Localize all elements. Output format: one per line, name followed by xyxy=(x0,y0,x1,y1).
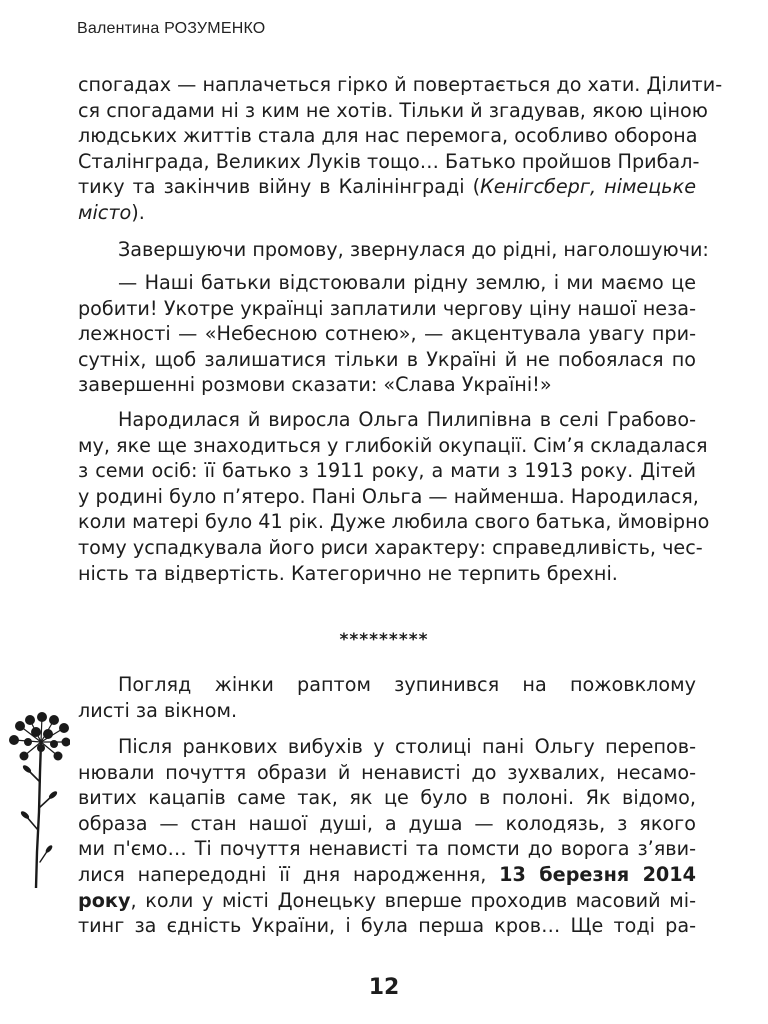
text-line: ся спогадами ні з ким не хотів. Тільки й згадував, якою ціною xyxy=(78,98,708,122)
text-line: листі за вікном. xyxy=(78,698,238,722)
bold-date: 13 березня 2014 xyxy=(499,862,696,886)
paragraph-glance xyxy=(78,672,696,723)
text-line xyxy=(78,888,696,914)
text-line: ність та відвертість. Категорично не терпить брехні. xyxy=(78,561,618,585)
text-line: завершенні розмови сказати: «Слава Україні!» xyxy=(78,373,552,397)
text-line: Народилася й виросла Ольга Пилипівна в селі Грабово- xyxy=(118,408,696,431)
paragraph-speech-intro xyxy=(78,237,709,263)
text-line xyxy=(78,200,696,226)
text-run: тику та закінчив війну в Калінінграді ( xyxy=(78,175,481,199)
italic-note: Кенігсберг, німецьке xyxy=(480,175,696,199)
text-line: ми п'ємо… Ті почуття ненависті та помсти до ворога з’яви- xyxy=(78,837,696,861)
italic-note: місто xyxy=(78,200,132,224)
text-line: у родині було п’ятеро. Пані Ольга — найменша. Народилася, xyxy=(78,484,699,508)
text-run: ). xyxy=(131,200,145,224)
text-line: сутніх, щоб залишатися тільки в Україні й не побоялася по xyxy=(78,347,696,371)
text-line: — Наші батьки відстоювали рідну землю, і ми маємо це xyxy=(118,271,696,294)
text-line: образа — стан нашої душі, а душа — колодязь, з якого xyxy=(78,811,696,835)
text-line: спогадах — наплачеться гірко й повертається до хати. Ділити- xyxy=(78,73,723,96)
text-line: нювали почуття образи й ненависті до зухвалих, несамо- xyxy=(78,760,696,784)
page-number: 12 xyxy=(368,975,400,1000)
text-line: витих кацапів саме так, як це було в полоні. Як відомо, xyxy=(78,786,696,810)
text-line: тинг за єдність України, і була перша кров… Ще тоді ра- xyxy=(78,914,696,938)
text-line: коли матері було 41 рік. Дуже любила свого батька, ймовірно xyxy=(78,510,710,534)
text-line: Сталінграда, Великих Луків тощо… Батько пройшов Прибал- xyxy=(78,149,700,173)
paragraph-explosions xyxy=(78,734,696,939)
running-head-author: Валентина РОЗУМЕНКО xyxy=(77,20,266,37)
text-line: тому успадкувала його риси характеру: справедливість, чес- xyxy=(78,535,703,559)
text-line: Погляд жінки раптом зупинився на пожовклому xyxy=(118,673,696,696)
paragraph-speech xyxy=(78,270,696,398)
text-line: з семи осіб: її батько з 1911 року, а мати з 1913 року. Дітей xyxy=(78,459,696,483)
plant-icon xyxy=(6,712,70,888)
bold-date: року xyxy=(78,888,131,912)
text-line: Після ранкових вибухів у столиці пані Ольгу перепов- xyxy=(118,735,696,758)
paragraph-biography xyxy=(78,407,710,586)
text-line: му, яке ще знаходиться у глибокій окупації. Сім’я складалася xyxy=(78,433,708,457)
text-line xyxy=(78,174,696,200)
section-divider: ********* xyxy=(339,630,429,650)
text-line xyxy=(78,862,696,888)
text-line: лежності — «Небесною сотнею», — акцентувала увагу при- xyxy=(78,322,696,346)
text-line: людських життів стала для нас перемога, особливо оборона xyxy=(78,124,698,148)
text-line: робити! Укотре українці заплатили чергову ціну нашої неза- xyxy=(78,296,696,320)
text-line: Завершуючи промову, звернулася до рідні, наголошуючи: xyxy=(118,238,709,261)
text-run: , коли у місті Донецьку вперше проходив масовий мі- xyxy=(130,888,696,912)
text-run: лися напередодні її дня народження, xyxy=(78,862,487,886)
paragraph-memories xyxy=(78,72,723,226)
